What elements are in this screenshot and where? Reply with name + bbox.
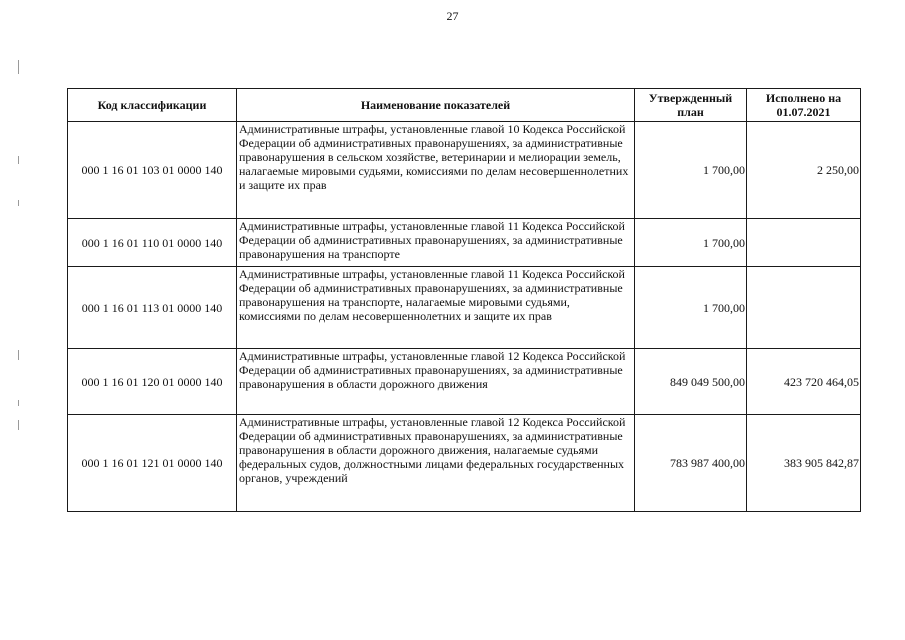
indicator-name: Административные штрафы, установленные главой 12 Кодекса Российской Федерации об административных правонарушениях, за административные правонарушения в области дорожного движения, налагаемые судьями федеральных судов, должностными лицами федеральных государственных органов, учреждений (237, 415, 635, 512)
classification-code: 000 1 16 01 110 01 0000 140 (68, 219, 237, 267)
classification-code: 000 1 16 01 113 01 0000 140 (68, 267, 237, 349)
header-code: Код классификации (68, 89, 237, 122)
budget-table (67, 88, 861, 512)
header-plan: Утвержденный план (635, 89, 747, 122)
table-row (68, 122, 861, 219)
table-header-row (68, 89, 861, 122)
executed-value: 2 250,00 (747, 122, 861, 219)
approved-plan-value: 1 700,00 (635, 267, 747, 349)
table-row (68, 267, 861, 349)
indicator-name: Административные штрафы, установленные главой 11 Кодекса Российской Федерации об административных правонарушениях, за административные правонарушения на транспорте (237, 219, 635, 267)
page-number: 27 (446, 9, 459, 23)
classification-code: 000 1 16 01 121 01 0000 140 (68, 415, 237, 512)
approved-plan-value: 783 987 400,00 (635, 415, 747, 512)
indicator-name: Административные штрафы, установленные главой 11 Кодекса Российской Федерации об административных правонарушениях, за административные правонарушения на транспорте, налагаемые мировыми судьями, комиссиями по делам несовершеннолетних и защите их прав (237, 267, 635, 349)
indicator-name: Административные штрафы, установленные главой 12 Кодекса Российской Федерации об административных правонарушениях, за административные правонарушения в области дорожного движения (237, 349, 635, 415)
classification-code: 000 1 16 01 120 01 0000 140 (68, 349, 237, 415)
executed-value (747, 219, 861, 267)
executed-value (747, 267, 861, 349)
approved-plan-value: 1 700,00 (635, 219, 747, 267)
approved-plan-value: 849 049 500,00 (635, 349, 747, 415)
margin-scan-marks (18, 60, 21, 440)
classification-code: 000 1 16 01 103 01 0000 140 (68, 122, 237, 219)
indicator-name: Административные штрафы, установленные главой 10 Кодекса Российской Федерации об административных правонарушениях, за административные правонарушения в сельском хозяйстве, ветеринарии и мелиорации земель, налагаемые мировыми судьями, комиссиями по делам несовершеннолетних и защите их прав (237, 122, 635, 219)
header-name: Наименование показателей (237, 89, 635, 122)
executed-value: 423 720 464,05 (747, 349, 861, 415)
table-row (68, 349, 861, 415)
table-row (68, 219, 861, 267)
executed-value: 383 905 842,87 (747, 415, 861, 512)
approved-plan-value: 1 700,00 (635, 122, 747, 219)
header-executed: Исполнено на 01.07.2021 (747, 89, 861, 122)
table-row (68, 415, 861, 512)
